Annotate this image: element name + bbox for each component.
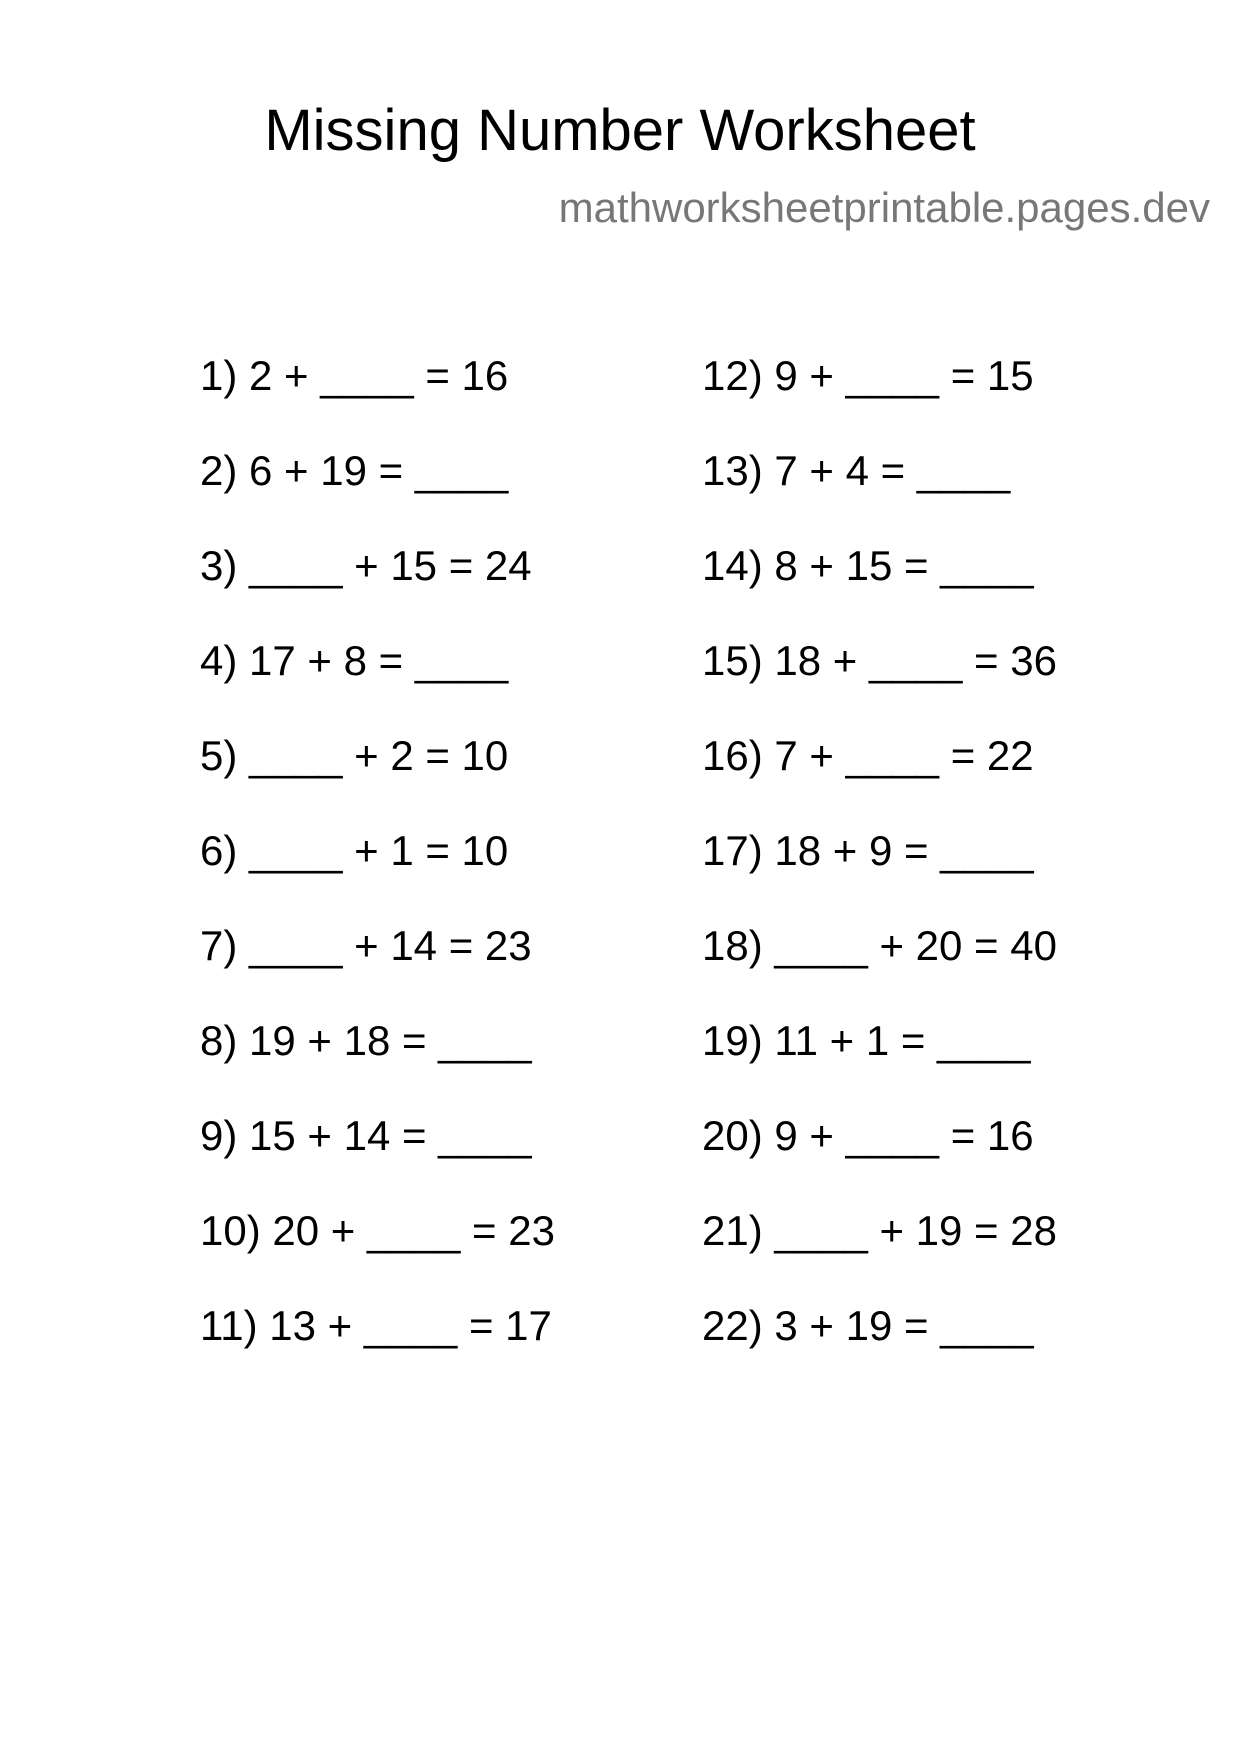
problem-10: 10) 20 + ____ = 23 (200, 1207, 555, 1254)
problems-left-column (200, 352, 680, 1397)
problem-19: 19) 11 + 1 = ____ (702, 1017, 1031, 1064)
problem-16: 16) 7 + ____ = 22 (702, 732, 1034, 779)
website-url: mathworksheetprintable.pages.dev (558, 184, 1210, 231)
problem-4: 4) 17 + 8 = ____ (200, 637, 509, 684)
problem-22: 22) 3 + 19 = ____ (702, 1302, 1034, 1349)
problem-13: 13) 7 + 4 = ____ (702, 447, 1011, 494)
problem-7: 7) ____ + 14 = 23 (200, 922, 532, 969)
problem-6: 6) ____ + 1 = 10 (200, 827, 509, 874)
problem-5: 5) ____ + 2 = 10 (200, 732, 509, 779)
problem-11: 11) 13 + ____ = 17 (200, 1302, 552, 1349)
problem-21: 21) ____ + 19 = 28 (702, 1207, 1057, 1254)
problem-14: 14) 8 + 15 = ____ (702, 542, 1034, 589)
problem-2: 2) 6 + 19 = ____ (200, 447, 509, 494)
problems-right-column (702, 352, 1182, 1397)
problem-9: 9) 15 + 14 = ____ (200, 1112, 532, 1159)
problem-17: 17) 18 + 9 = ____ (702, 827, 1034, 874)
problem-8: 8) 19 + 18 = ____ (200, 1017, 532, 1064)
worksheet-title: Missing Number Worksheet (264, 98, 976, 163)
problem-1: 1) 2 + ____ = 16 (200, 352, 509, 399)
problem-3: 3) ____ + 15 = 24 (200, 542, 532, 589)
problem-15: 15) 18 + ____ = 36 (702, 637, 1057, 684)
problem-12: 12) 9 + ____ = 15 (702, 352, 1034, 399)
problem-20: 20) 9 + ____ = 16 (702, 1112, 1034, 1159)
problem-18: 18) ____ + 20 = 40 (702, 922, 1057, 969)
